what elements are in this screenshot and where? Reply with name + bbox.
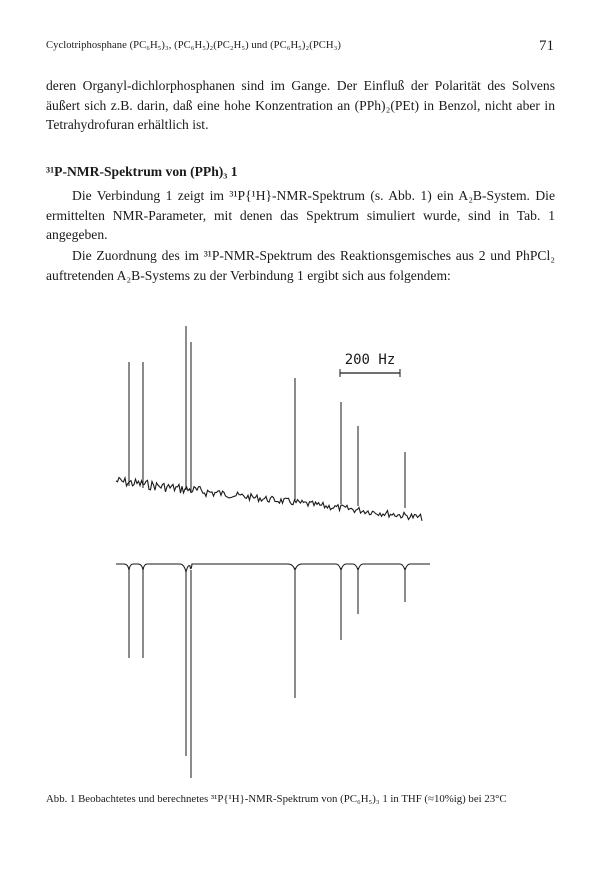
- calculated-spectrum-baseline: [116, 564, 430, 572]
- paragraph-assignment: Die Zuordnung des im ³¹P-NMR-Spektrum des Reaktionsgemisches aus 2 und PhPCl₂ auftretenden A₂B-Systems zu der Verbindung 1 ergibt sich aus folgendem:: [46, 248, 555, 283]
- nmr-spectrum-figure: [100, 318, 450, 780]
- paragraph-continuation: deren Organyl-dichlorphosphanen sind im Gange. Der Einfluß der Polarität des Solvens äußert sich z.B. darin, daß eine hohe Konzentration an (PPh)₂(PEt) in Benzol, nicht aber in Tetrahydrofuran erhältlich ist.: [46, 78, 555, 132]
- figure-caption: Abb. 1 Beobachtetes und berechnetes ³¹P{¹H}-NMR-Spektrum von (PC₆H₅)₃ 1 in THF (≈10%ig) bei 23°C: [46, 793, 507, 805]
- scale-bar: [340, 369, 400, 377]
- nmr-spectrum-svg: [100, 318, 450, 780]
- paragraph-compound-description: Die Verbindung 1 zeigt im ³¹P{¹H}-NMR-Spektrum (s. Abb. 1) ein A₂B-System. Die ermittelten NMR-Parameter, mit denen das Spektrum simuliert wurde, sind in Tab. 1 angegeben.: [46, 188, 555, 242]
- running-head: Cyclotriphosphane (PC₆H₅)₃, (PC₆H₅)₂(PC₂H₅) und (PC₆H₅)₂(PCH₃): [46, 40, 341, 51]
- observed-spectrum-baseline: [116, 478, 422, 521]
- section-heading: ³¹P-NMR-Spektrum von (PPh)₃ 1: [46, 164, 238, 179]
- scale-bar-label: 200 Hz: [344, 352, 396, 368]
- page-number: 71: [539, 38, 554, 54]
